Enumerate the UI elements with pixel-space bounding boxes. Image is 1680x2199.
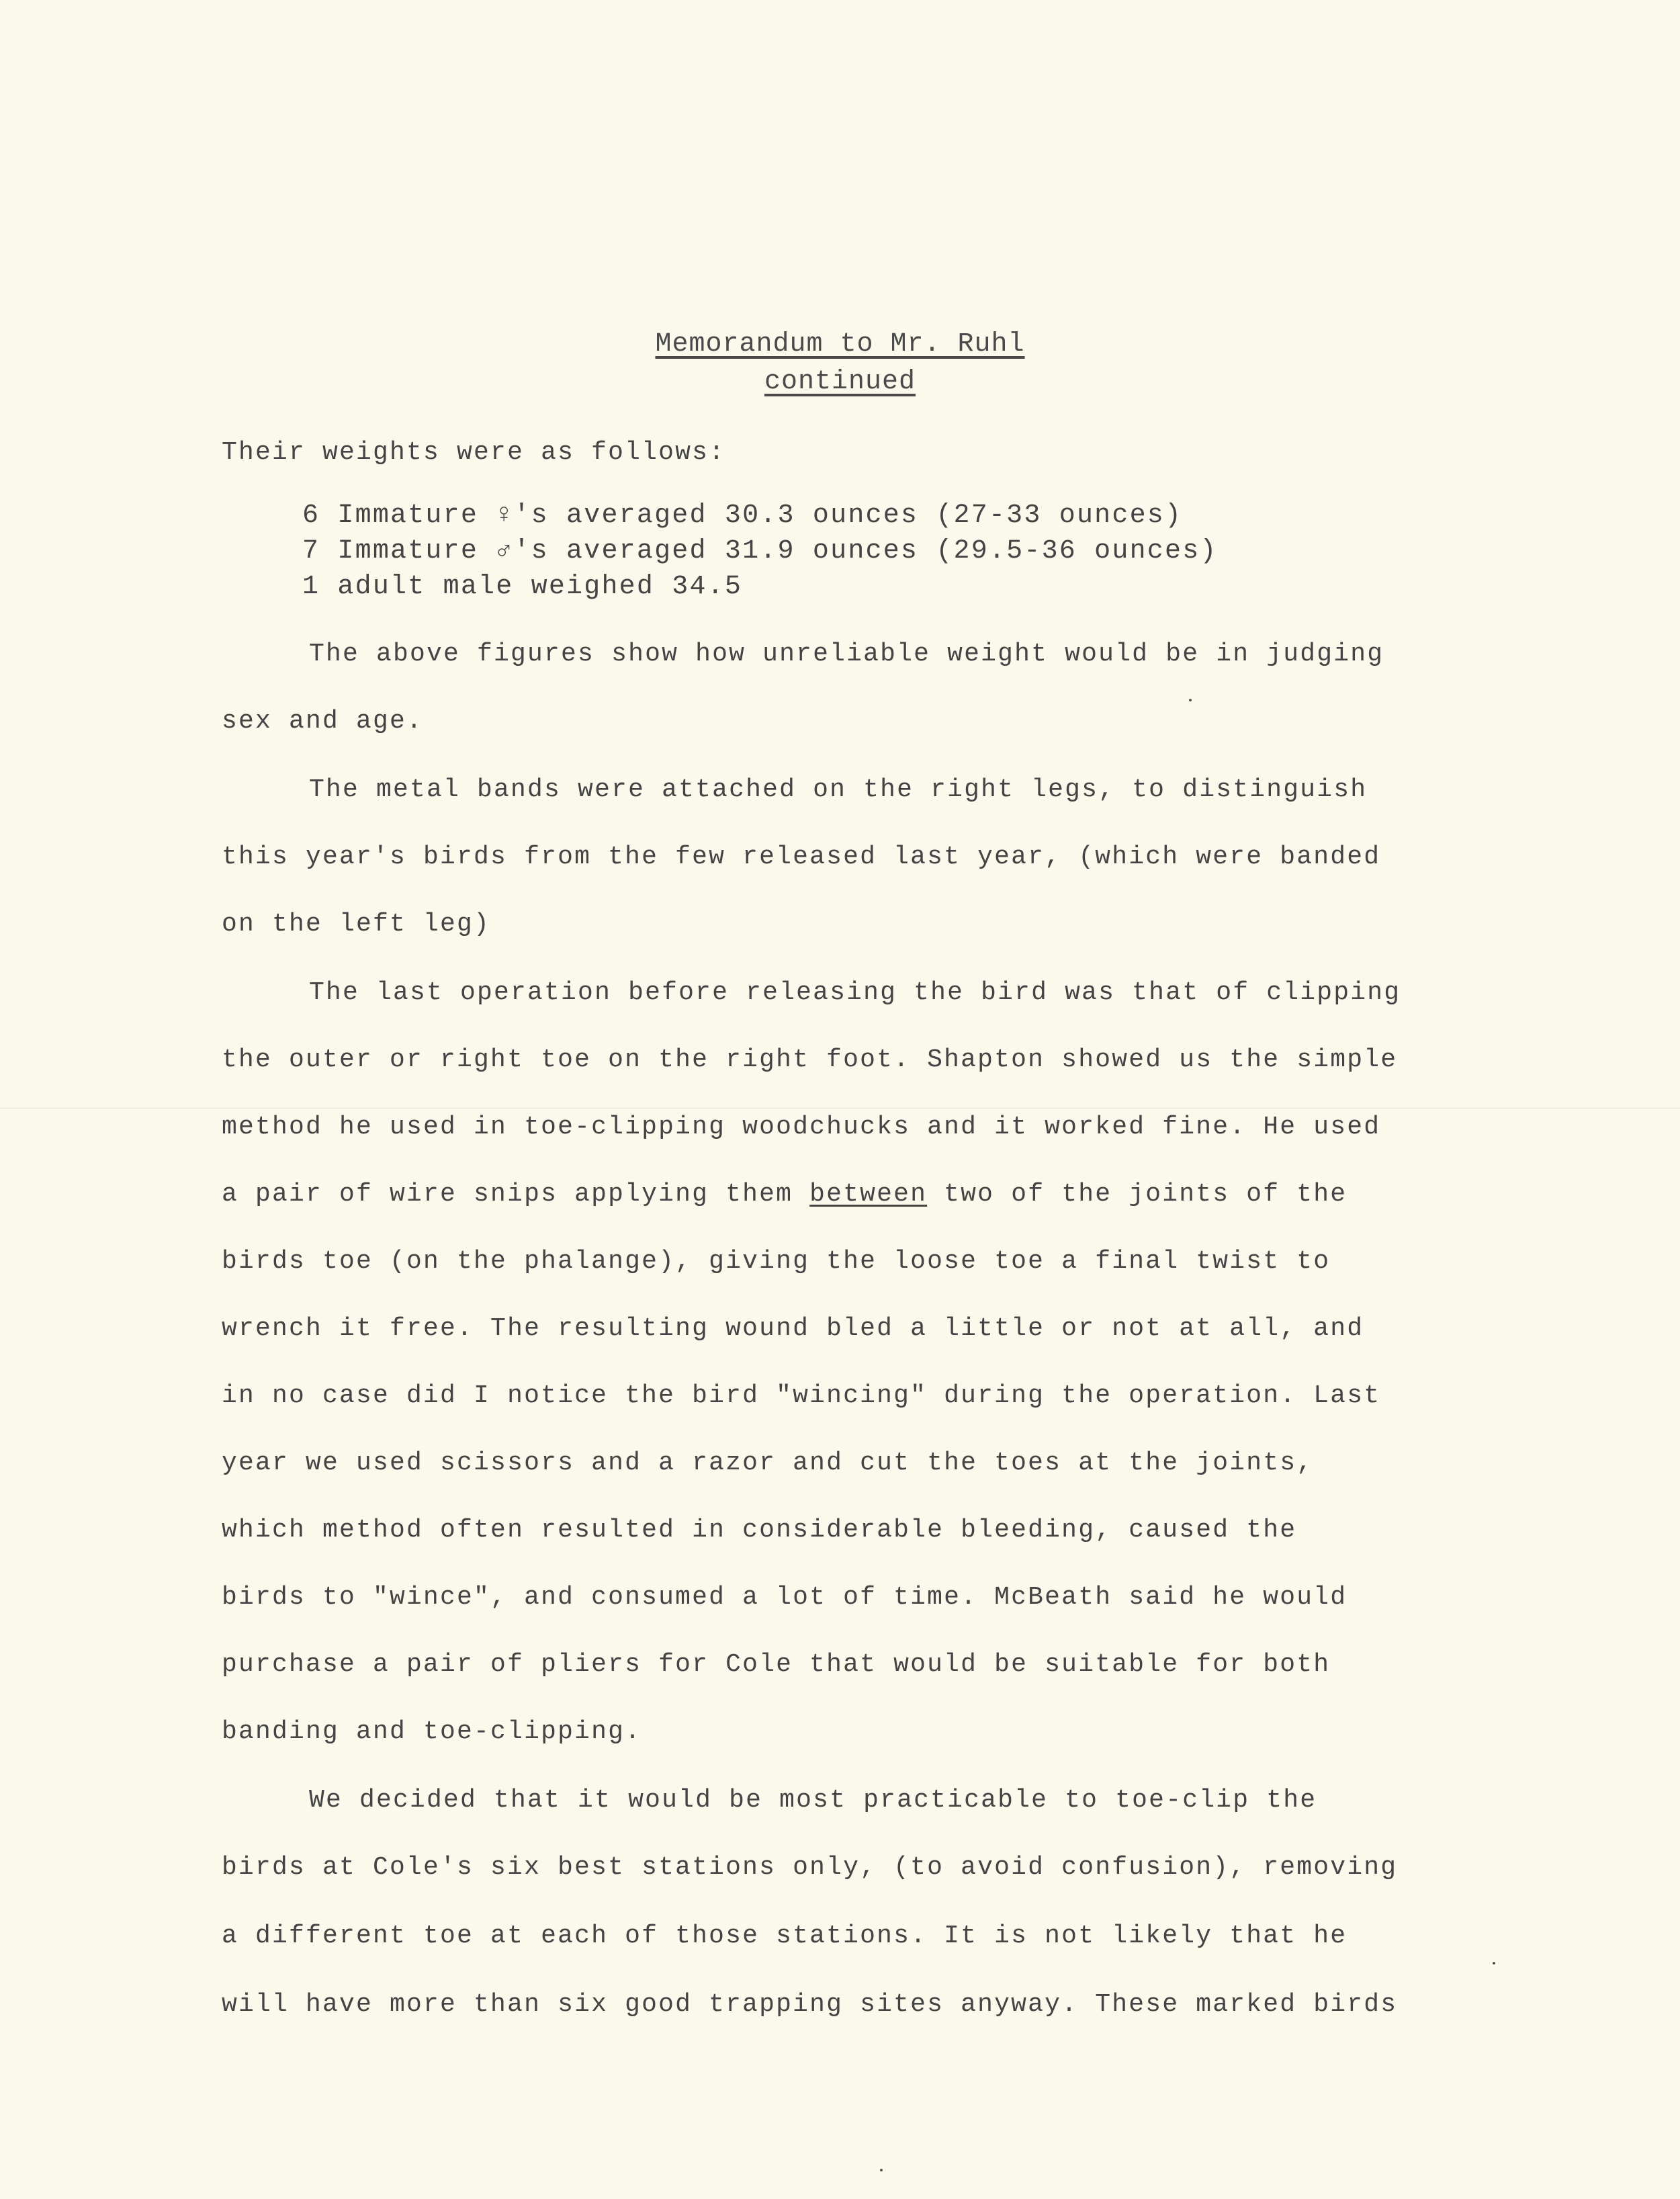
text-segment: a pair of wire snips applying them [222, 1180, 810, 1209]
text-line: in no case did I notice the bird "wincing" during the operation. Last [222, 1381, 1381, 1410]
memo-title: Memorandum to Mr. Ruhl [655, 329, 1025, 359]
paper-speck [1493, 1962, 1495, 1965]
text-line: will have more than six good trapping sites anyway. These marked birds [222, 1990, 1398, 2019]
text-line: purchase a pair of pliers for Cole that would be suitable for both [222, 1650, 1331, 1679]
text-line: The metal bands were attached on the right legs, to distinguish [309, 775, 1368, 804]
text-line: on the left leg) [222, 910, 491, 939]
page-fold-crease [0, 1107, 1680, 1109]
weight-item: 6 Immature ♀'s averaged 30.3 ounces (27-33 ounces) [302, 501, 1183, 531]
text-line: birds at Cole's six best stations only, (to avoid confusion), removing [222, 1853, 1398, 1882]
text-line: We decided that it would be most practicable to toe-clip the [309, 1786, 1317, 1815]
memo-subtitle: continued [764, 367, 916, 397]
paper-speck [1189, 699, 1192, 701]
text-line: banding and toe-clipping. [222, 1717, 642, 1746]
text-line: birds toe (on the phalange), giving the loose toe a final twist to [222, 1247, 1331, 1276]
text-line: sex and age. [222, 707, 424, 736]
text-line: The last operation before releasing the bird was that of clipping [309, 978, 1401, 1007]
weight-item: 1 adult male weighed 34.5 [302, 572, 743, 602]
text-segment: two of the joints of the [927, 1180, 1347, 1209]
text-line: The above figures show how unreliable weight would be in judging [309, 640, 1384, 669]
text-line: a different toe at each of those stations. It is not likely that he [222, 1922, 1347, 1950]
text-line: wrench it free. The resulting wound bled a little or not at all, and [222, 1314, 1364, 1343]
text-line: birds to "wince", and consumed a lot of time. McBeath said he would [222, 1583, 1347, 1612]
paper-speck [880, 2169, 883, 2171]
text-line: the outer or right toe on the right foot. Shapton showed us the simple [222, 1045, 1398, 1074]
text-line: method he used in toe-clipping woodchucks and it worked fine. He used [222, 1113, 1381, 1141]
text-line: year we used scissors and a razor and cut the toes at the joints, [222, 1449, 1314, 1477]
text-line: which method often resulted in considerable bleeding, caused the [222, 1516, 1297, 1545]
intro-line: Their weights were as follows: [222, 438, 726, 467]
underlined-word: between [809, 1180, 928, 1209]
weight-item: 7 Immature ♂'s averaged 31.9 ounces (29.5-36 ounces) [302, 536, 1218, 566]
text-line: this year's birds from the few released last year, (which were banded [222, 843, 1381, 871]
text-line-with-emphasis [222, 1180, 1347, 1209]
